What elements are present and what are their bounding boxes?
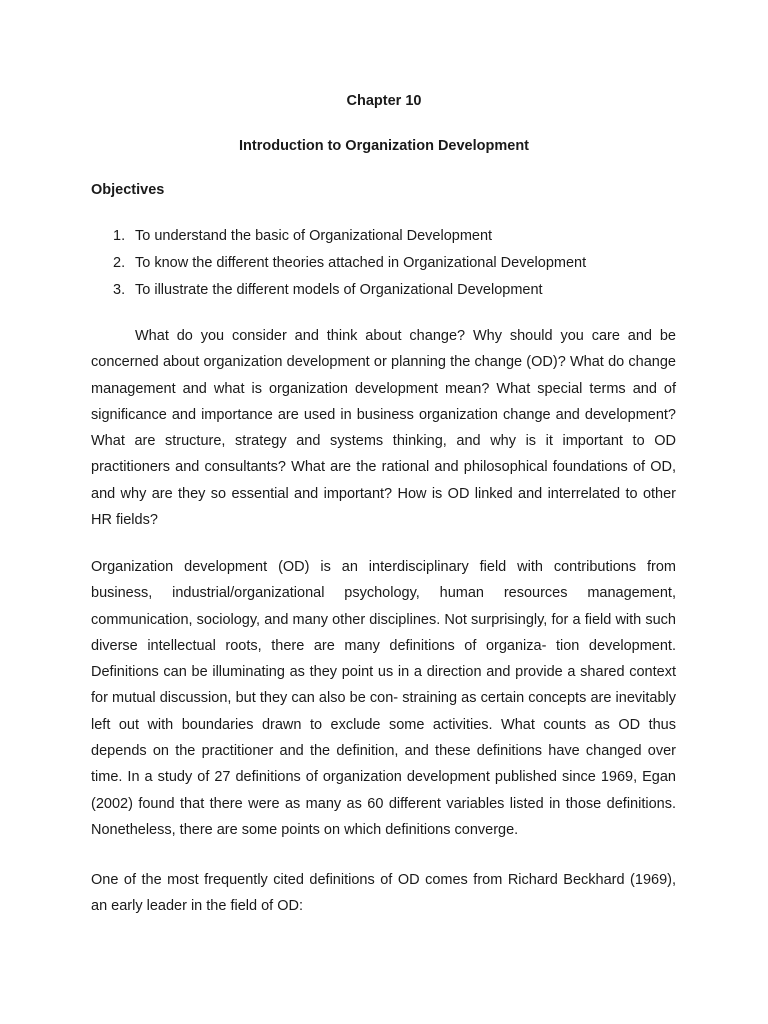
objectives-list (91, 227, 586, 308)
list-item (91, 227, 586, 254)
chapter-label: Chapter 10 (346, 93, 422, 109)
list-item-number: 1. (113, 228, 126, 244)
body-paragraph: Organization development (OD) is an interdisciplinary field with contributions from business, industrial/organizational psychology, human resources management, communication, sociology, and many other disciplines. Not surprisingly, for a field with such diverse intellectual roots, there are many definitions of organiza- tion development. Definitions can be illuminating as they point us in a direction and provide a shared context for mutual discussion, but they can also be con- straining as certain concepts are inevitably left out with boundaries drawn to exclude some activities. What counts as OD thus depends on the practitioner and the definition, and these definitions have changed over time. In a study of 27 definitions of organization development published since 1969, Egan (2002) found that there were as many as 60 different variables listed in those definitions. Nonetheless, there are some points on which definitions converge. (91, 559, 676, 838)
body-paragraph: What do you consider and think about change? Why should you care and be concerned about organization development or planning the change (OD)? What do change management and what is organization development mean? What special terms and of significance and importance are used in business organization change and development? What are structure, strategy and systems thinking, and why is it important to OD practitioners and consultants? What are the rational and philosophical foundations of OD, and why are they so essential and important? How is OD linked and interrelated to other HR fields? (91, 328, 676, 529)
list-item-text: To understand the basic of Organizational Development (135, 228, 493, 244)
chapter-title: Introduction to Organization Development (239, 138, 529, 154)
list-item-number: 2. (113, 255, 126, 271)
list-item-number: 3. (113, 282, 126, 298)
list-item (91, 254, 586, 281)
objectives-heading: Objectives (91, 182, 165, 198)
body-paragraph: One of the most frequently cited definitions of OD comes from Richard Beckhard (1969), an early leader in the field of OD: (91, 872, 676, 915)
list-item (91, 281, 586, 308)
list-item-text: To illustrate the different models of Organizational Development (135, 282, 543, 298)
list-item-text: To know the different theories attached in Organizational Development (135, 255, 587, 271)
